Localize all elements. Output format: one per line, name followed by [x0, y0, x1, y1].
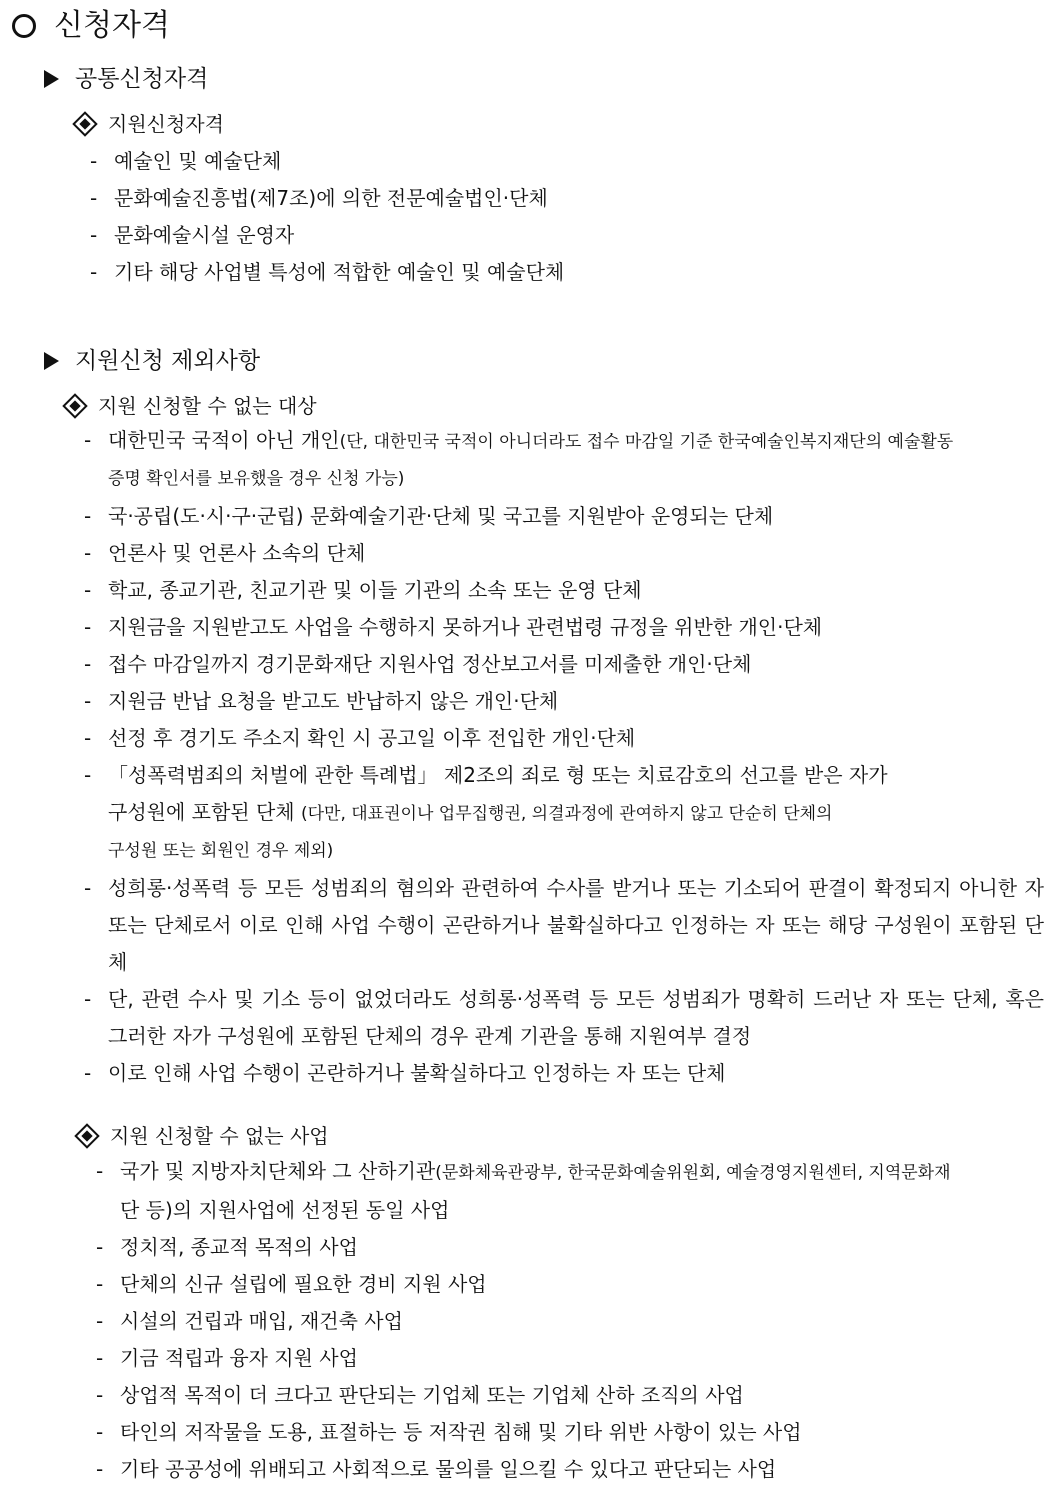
list-item: - 이로 인해 사업 수행이 곤란하거나 불확실하다고 인정하는 자 또는 단체 [84, 1061, 726, 1085]
list-item: - 지원금을 지원받고도 사업을 수행하지 못하거나 관련법령 규정을 위반한 개인·단체 [84, 615, 823, 639]
list-item: - 성희롱·성폭력 등 모든 성범죄의 혐의와 관련하여 수사를 받거나 또는 기소되어 판결이 확정되지 아니한 자 또는 단체로서 이로 인해 사업 수행이 곤란하거나 불확실하다고 인정하는 자 또는 해당 구성원이 포함된 단체 [84, 876, 1044, 974]
section-heading-common [44, 63, 208, 95]
list-item: - 「성폭력범죄의 처벌에 관한 특례법」 제2조의 죄로 형 또는 치료감호의 선고를 받은 자가 구성원에 포함된 단체 (다만, 대표권이나 업무집행권, 의결과정에 관여하지 않고 단순히 단체의 구성원 또는 회원인 경우 제외) [84, 763, 888, 861]
list-item: - 예술인 및 예술단체 [90, 149, 282, 173]
list-item: - 국가 및 지방자치단체와 그 산하기관(문화체육관광부, 한국문화예술위원회, 예술경영지원센터, 지역문화재 단 등)의 지원사업에 선정된 동일 사업 [96, 1159, 951, 1222]
list-item: - 기타 공공성에 위배되고 사회적으로 물의를 일으킬 수 있다고 판단되는 사업 [96, 1457, 777, 1481]
section-heading-exclusions [44, 345, 260, 377]
diamond-bullet-icon [74, 1123, 99, 1148]
list-item: - 언론사 및 언론사 소속의 단체 [84, 541, 366, 565]
page-title [10, 6, 170, 46]
diamond-bullet-icon [62, 393, 87, 418]
page-title-text: 신청자격 [54, 8, 170, 43]
circle-bullet-icon [12, 14, 36, 38]
list-item: - 시설의 건립과 매입, 재건축 사업 [96, 1309, 403, 1333]
list-item: - 지원금 반납 요청을 받고도 반납하지 않은 개인·단체 [84, 689, 559, 713]
list-item: - 기타 해당 사업별 특성에 적합한 예술인 및 예술단체 [90, 260, 565, 284]
list-item: - 단, 관련 수사 및 기소 등이 없었더라도 성희롱·성폭력 등 모든 성범죄가 명확히 드러난 자 또는 단체, 혹은 그러한 자가 구성원에 포함된 단체의 경우 관계 기관을 통해 지원여부 결정 [84, 987, 1044, 1048]
list-item: - 대한민국 국적이 아닌 개인(단, 대한민국 국적이 아니더라도 접수 마감일 기준 한국예술인복지재단의 예술활동 증명 확인서를 보유했을 경우 신청 가능) [84, 428, 954, 489]
excluded-projects-list [96, 1153, 1044, 1488]
list-item: - 상업적 목적이 더 크다고 판단되는 기업체 또는 기업체 산하 조직의 사업 [96, 1383, 744, 1407]
list-item: - 접수 마감일까지 경기문화재단 지원사업 정산보고서를 미제출한 개인·단체 [84, 652, 752, 676]
section-heading-text: 지원신청 제외사항 [75, 348, 261, 374]
subsection-heading-text: 지원신청자격 [108, 112, 224, 136]
diamond-bullet-icon [72, 111, 97, 136]
list-item: - 학교, 종교기관, 친교기관 및 이들 기관의 소속 또는 운영 단체 [84, 578, 642, 602]
list-item: - 국·공립(도·시·구·군립) 문화예술기관·단체 및 국고를 지원받아 운영되는 단체 [84, 504, 774, 528]
eligibility-list [90, 143, 564, 291]
triangle-bullet-icon [44, 352, 59, 370]
section-heading-text: 공통신청자격 [75, 66, 209, 92]
list-item: - 문화예술시설 운영자 [90, 223, 295, 247]
list-item: - 단체의 신규 설립에 필요한 경비 지원 사업 [96, 1272, 487, 1296]
triangle-bullet-icon [44, 70, 59, 88]
list-item: - 문화예술진흥법(제7조)에 의한 전문예술법인·단체 [90, 186, 548, 210]
list-item: - 정치적, 종교적 목적의 사업 [96, 1235, 358, 1259]
list-item: - 타인의 저작물을 도용, 표절하는 등 저작권 침해 및 기타 위반 사항이 있는 사업 [96, 1420, 802, 1444]
subsection-heading-excluded-projects [74, 1121, 329, 1151]
subsection-heading-text: 지원 신청할 수 없는 사업 [110, 1124, 329, 1148]
list-item: - 선정 후 경기도 주소지 확인 시 공고일 이후 전입한 개인·단체 [84, 726, 636, 750]
list-item: - 기금 적립과 융자 지원 사업 [96, 1346, 358, 1370]
subsection-heading-excluded-targets [62, 391, 317, 421]
subsection-heading-eligibility [72, 109, 224, 139]
excluded-targets-list [84, 422, 1044, 1092]
subsection-heading-text: 지원 신청할 수 없는 대상 [98, 394, 317, 418]
